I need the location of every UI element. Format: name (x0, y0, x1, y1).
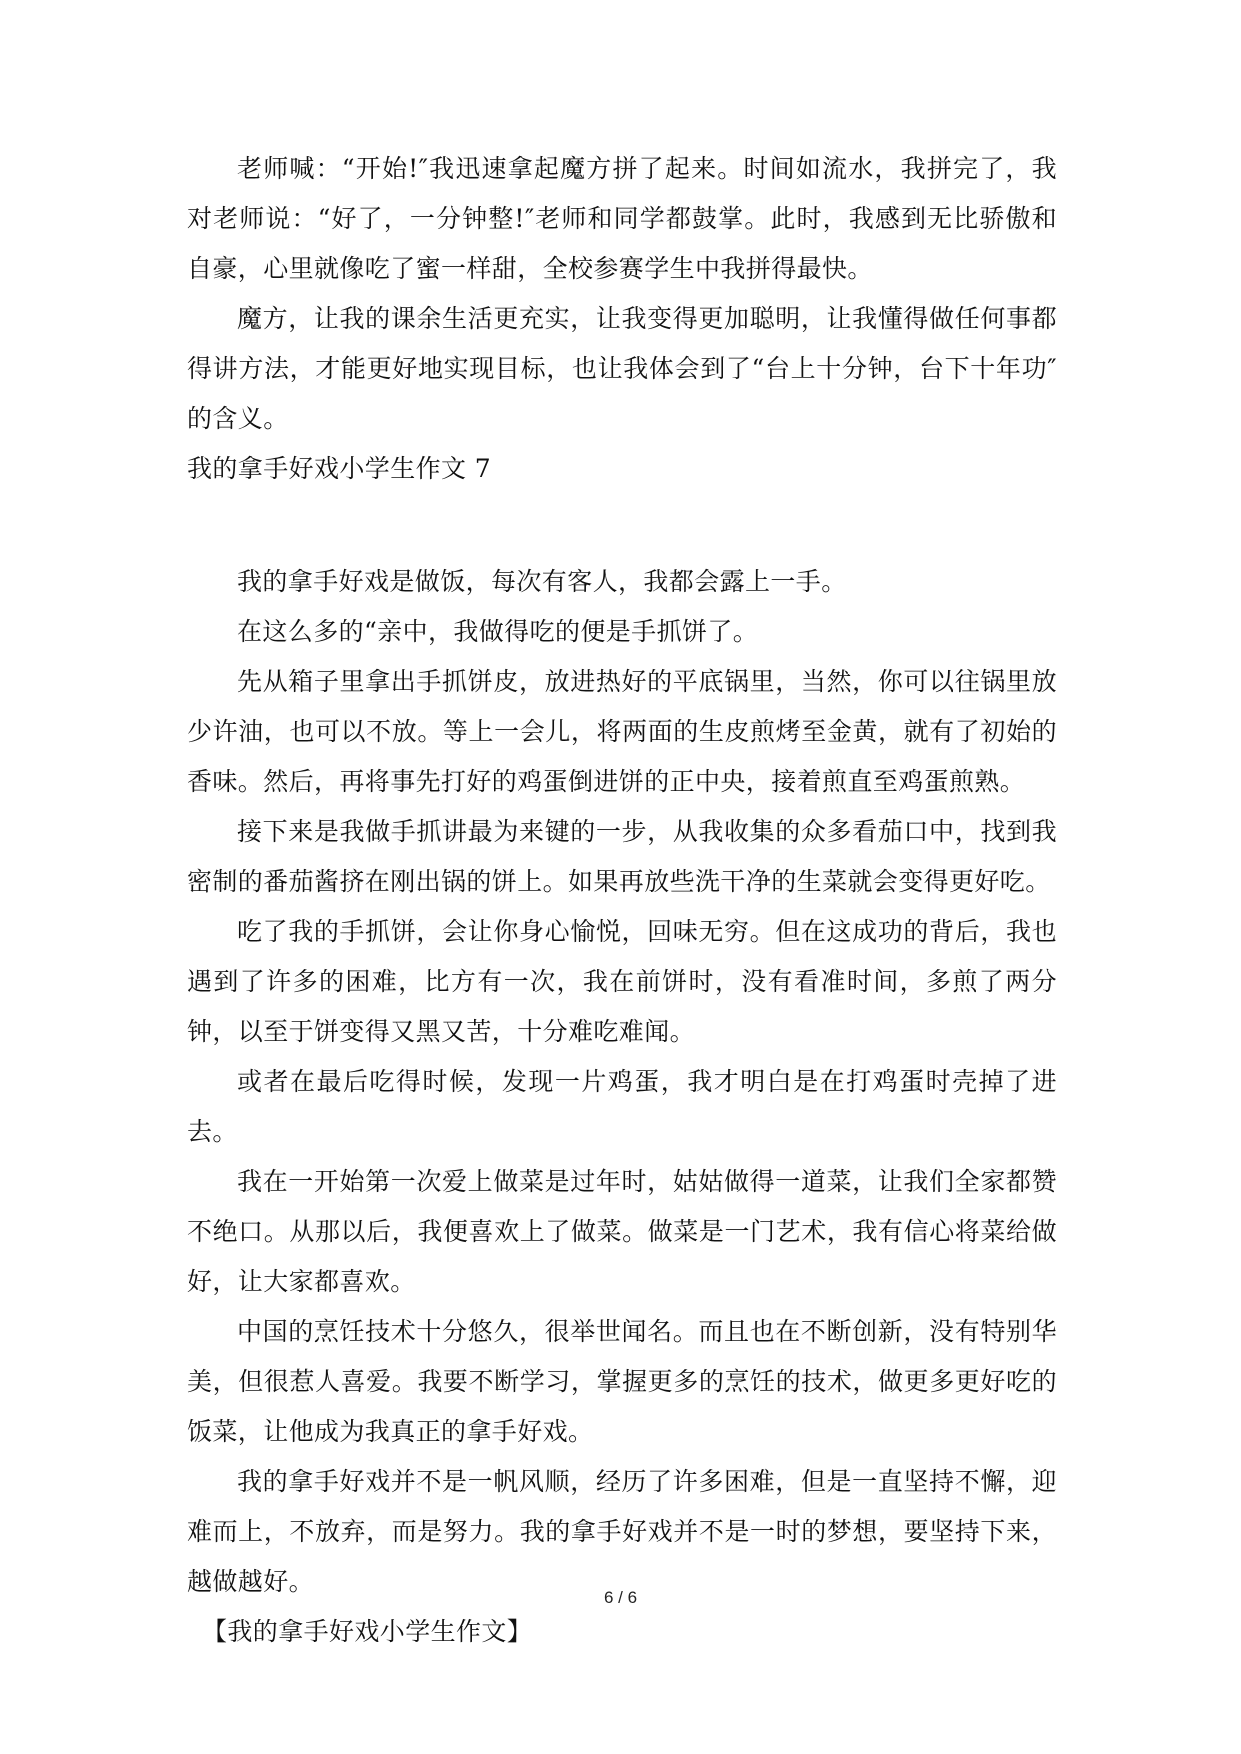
closing-tag: 【我的拿手好戏小学生作文】 (202, 1617, 533, 1646)
section-spacer (187, 494, 1057, 557)
paragraph: 魔方，让我的课余生活更充实，让我变得更加聪明，让我懂得做任何事都得讲方法，才能更好地实现目标，也让我体会到了“台上十分钟，台下十年功″的含义。 (187, 304, 1057, 433)
paragraph: 在这么多的“亲中，我做得吃的便是手抓饼了。 (237, 617, 759, 646)
section-title: 我的拿手好戏小学生作文 7 (187, 454, 492, 483)
paragraph: 中国的烹饪技术十分悠久，很举世闻名。而且也在不断创新，没有特别华美，但很惹人喜爱。我要不断学习，掌握更多的烹饪的技术，做更多更好吃的饭菜，让他成为我真正的拿手好戏。 (187, 1317, 1057, 1446)
paragraph: 我在一开始第一次爱上做菜是过年时，姑姑做得一道菜，让我们全家都赞不绝口。从那以后，我便喜欢上了做菜。做菜是一门艺术，我有信心将菜给做好，让大家都喜欢。 (187, 1167, 1057, 1296)
document-body (187, 144, 1057, 1657)
paragraph: 先从箱子里拿出手抓饼皮，放进热好的平底锅里，当然，你可以往锅里放少许油，也可以不放。等上一会儿，将两面的生皮煎烤至金黄，就有了初始的香味。然后，再将事先打好的鸡蛋倒进饼的正中央，接着煎直至鸡蛋煎熟。 (187, 667, 1057, 796)
paragraph: 我的拿手好戏并不是一帆风顺，经历了许多困难，但是一直坚持不懈，迎难而上，不放弃，而是努力。我的拿手好戏并不是一时的梦想，要坚持下来，越做越好。 (187, 1467, 1057, 1596)
paragraph: 接下来是我做手抓讲最为来键的一步，从我收集的众多看茄口中，找到我密制的番茄酱挤在刚出锅的饼上。如果再放些洗干净的生菜就会变得更好吃。 (187, 817, 1057, 896)
page-number: 6 / 6 (603, 1588, 638, 1607)
paragraph: 吃了我的手抓饼，会让你身心愉悦，回味无穷。但在这成功的背后，我也遇到了许多的困难，比方有一次，我在前饼时，没有看准时间，多煎了两分钟，以至于饼变得又黑又苦，十分难吃难闻。 (187, 917, 1057, 1046)
paragraph: 我的拿手好戏是做饭，每次有客人，我都会露上一手。 (237, 567, 847, 596)
paragraph: 或者在最后吃得时候，发现一片鸡蛋，我才明白是在打鸡蛋时壳掉了进去。 (187, 1067, 1057, 1146)
paragraph: 老师喊：“开始!″我迅速拿起魔方拼了起来。时间如流水，我拼完了，我对老师说：“好了，一分钟整!″老师和同学都鼓掌。此时，我感到无比骄傲和自豪，心里就像吃了蜜一样甜，全校参赛学生中我拼得最快。 (187, 154, 1057, 283)
